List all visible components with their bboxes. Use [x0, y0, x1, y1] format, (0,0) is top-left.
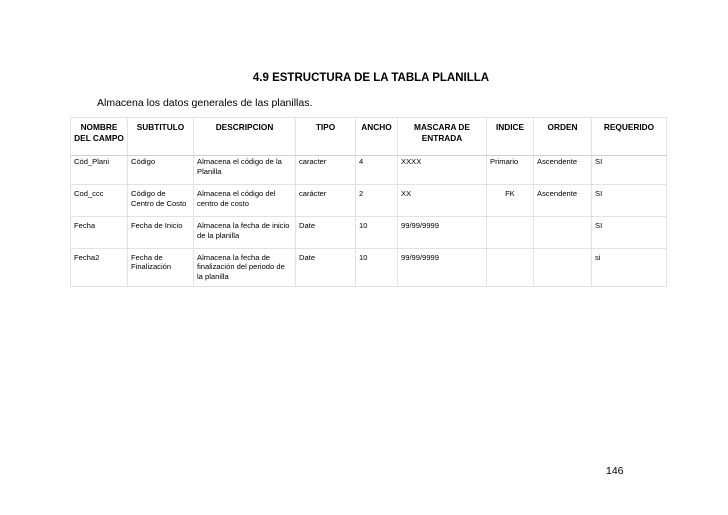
table-cell: FK	[487, 185, 534, 217]
table-cell: 10	[356, 217, 398, 249]
table-cell: Fecha2	[71, 248, 128, 286]
table-cell	[534, 248, 592, 286]
table-cell: Date	[296, 248, 356, 286]
table-cell: XXXX	[398, 156, 487, 185]
table-cell: 2	[356, 185, 398, 217]
table-cell: Primario	[487, 156, 534, 185]
table-header-row	[71, 118, 667, 156]
page-number: 146	[606, 465, 624, 477]
header-requerido: REQUERIDO	[592, 118, 667, 156]
table-row	[71, 185, 667, 217]
table-cell: si	[592, 248, 667, 286]
table-cell: 4	[356, 156, 398, 185]
table-cell: Fecha	[71, 217, 128, 249]
table-cell: Ascendente	[534, 185, 592, 217]
table-row	[71, 217, 667, 249]
table-cell: 99/99/9999	[398, 248, 487, 286]
table-row	[71, 248, 667, 286]
table-cell: Almacena la fecha de finalización del periodo de la planilla	[194, 248, 296, 286]
section-title	[0, 72, 728, 84]
table-cell: Código	[128, 156, 194, 185]
table-cell: Fecha de Finalización	[128, 248, 194, 286]
header-ancho: ANCHO	[356, 118, 398, 156]
header-mascara-de-entrada: MASCARA DE ENTRADA	[398, 118, 487, 156]
table-cell: Cod_ccc	[71, 185, 128, 217]
table-cell	[487, 217, 534, 249]
section-title-text: 4.9 ESTRUCTURA DE LA TABLA PLANILLA	[252, 72, 490, 84]
table-cell: Almacena la fecha de inicio de la planilla	[194, 217, 296, 249]
table-cell: 99/99/9999	[398, 217, 487, 249]
header-descripcion: DESCRIPCION	[194, 118, 296, 156]
header-subtitulo: SUBTITULO	[128, 118, 194, 156]
intro-text: Almacena los datos generales de las planillas.	[97, 97, 313, 109]
structure-table	[70, 117, 667, 287]
table-cell: Código de Centro de Costo	[128, 185, 194, 217]
table-cell: Ascendente	[534, 156, 592, 185]
table-cell: SI	[592, 185, 667, 217]
table-cell: XX	[398, 185, 487, 217]
table-cell: Almacena el código de la Planilla	[194, 156, 296, 185]
table-cell	[534, 217, 592, 249]
table-cell: SI	[592, 156, 667, 185]
table-cell: Cód_Plani	[71, 156, 128, 185]
header-orden: ORDEN	[534, 118, 592, 156]
header-tipo: TIPO	[296, 118, 356, 156]
table-row	[71, 156, 667, 185]
table-cell: 10	[356, 248, 398, 286]
table-cell	[487, 248, 534, 286]
table-cell: Fecha de Inicio	[128, 217, 194, 249]
table-cell: carácter	[296, 185, 356, 217]
table-cell: caracter	[296, 156, 356, 185]
header-indice: INDICE	[487, 118, 534, 156]
table-cell: SI	[592, 217, 667, 249]
header-nombre-del-campo: NOMBRE DEL CAMPO	[71, 118, 128, 156]
table-cell: Almacena el código del centro de costo	[194, 185, 296, 217]
table-cell: Date	[296, 217, 356, 249]
